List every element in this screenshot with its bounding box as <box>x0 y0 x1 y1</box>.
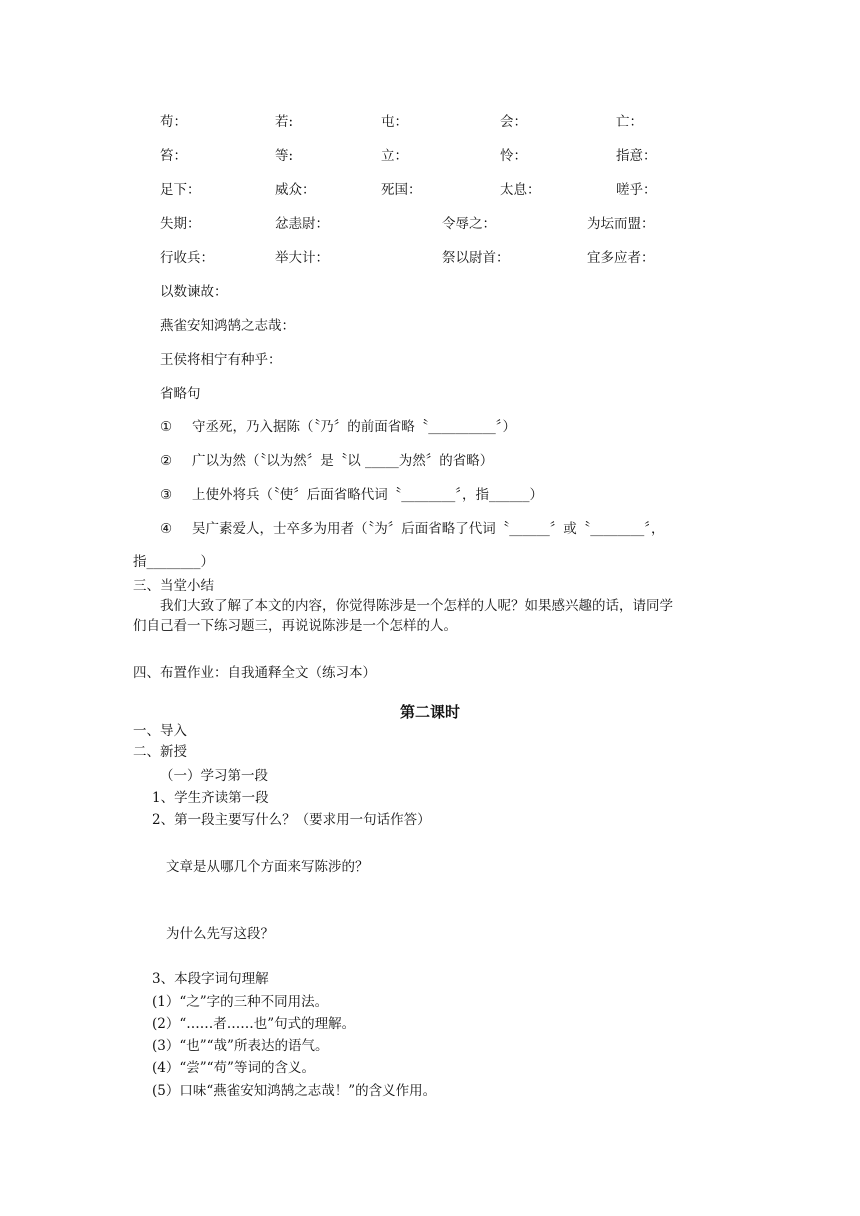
point-5: (5）口味“燕雀安知鸿鹄之志哉！”的含义作用。 <box>152 1083 437 1099</box>
point-4: (4）“尝”“苟”等词的含义。 <box>152 1060 315 1076</box>
lesson2-question-1: 文章是从哪几个方面来写陈涉的？ <box>166 859 369 875</box>
vocab-judaji: 举大计： <box>275 250 329 266</box>
omission-item-3-text: 上使外将兵（〝使〞后面省略代词〝________〞，指______） <box>192 487 543 503</box>
point-2: (2）“……者……也”句式的理解。 <box>152 1016 356 1032</box>
point-3: (3）“也”“哉”所表达的语气。 <box>152 1038 329 1054</box>
vocab-taixi: 太息： <box>500 182 541 198</box>
vocab-weizhong: 威众： <box>275 182 316 198</box>
omission-item-3-num: ③ <box>160 487 173 503</box>
vocab-wang: 亡： <box>616 114 643 130</box>
vocab-zuxia: 足下： <box>160 182 201 198</box>
omission-item-2-text: 广以为然（〝以为然〞是〝以 _____为然〞的省略） <box>192 453 494 469</box>
omission-item-4-num: ④ <box>160 521 173 537</box>
summary-line-1: 我们大致了解了本文的内容，你觉得陈涉是一个怎样的人呢？如果感兴趣的话，请同学 <box>160 598 673 614</box>
vocab-zhiyi: 指意： <box>616 148 657 164</box>
vocab-siguo: 死国： <box>381 182 422 198</box>
sentence-2: 燕雀安知鸿鹄之志哉： <box>160 318 295 334</box>
vocab-weitanermeng: 为坛而盟： <box>587 216 655 232</box>
sentence-1: 以数谏故： <box>160 284 228 300</box>
vocab-ruo: 若: <box>275 114 294 130</box>
vocab-xingshoubing: 行收兵： <box>160 250 214 266</box>
lesson2-step3: 3、本段字词句理解 <box>152 971 269 987</box>
lesson2-step1: 1、学生齐读第一段 <box>152 790 269 806</box>
lesson2-new: 二、新授 <box>133 744 187 760</box>
summary-heading: 三、当堂小结 <box>133 578 214 594</box>
vocab-yiduoyingzhe: 宜多应者： <box>587 250 655 266</box>
vocab-lian: 怜： <box>500 148 527 164</box>
homework: 四、布置作业：自我通释全文（练习本） <box>133 665 376 681</box>
summary-line-2: 们自己看一下练习题三，再说说陈涉是一个怎样的人。 <box>133 618 457 634</box>
omission-continuation: 指________） <box>133 554 214 570</box>
vocab-chi: 笞： <box>160 148 187 164</box>
lesson2-question-2: 为什么先写这段？ <box>166 926 274 942</box>
lesson2-intro: 一、导入 <box>133 723 187 739</box>
vocab-li: 立： <box>381 148 408 164</box>
vocab-lingruzhi: 令辱之： <box>442 216 496 232</box>
vocab-jiehu: 嗟乎： <box>616 182 657 198</box>
omission-item-4-text: 吴广素爱人，士卒多为用者（〝为〞后面省略了代词〝______〞或〝________〞， <box>192 521 665 537</box>
vocab-hui: 会： <box>500 114 527 130</box>
omission-item-1-num: ① <box>160 419 173 435</box>
point-1: (1）“之”字的三种不同用法。 <box>152 994 329 1010</box>
sentence-3: 王侯将相宁有种乎： <box>160 352 282 368</box>
omission-item-2-num: ② <box>160 453 173 469</box>
vocab-gou: 苟： <box>160 114 187 130</box>
lesson2-title: 第二课时 <box>399 703 460 721</box>
vocab-deng: 等: <box>275 148 294 164</box>
vocab-fenhuiwei: 忿恚尉： <box>275 216 329 232</box>
vocab-shiqi: 失期： <box>160 216 201 232</box>
vocab-tun: 屯： <box>381 114 408 130</box>
omission-item-1-text: 守丞死，乃入据陈（〝乃〞的前面省略〝__________〞） <box>192 419 516 435</box>
omission-heading: 省略句 <box>160 386 201 402</box>
lesson2-step2: 2、第一段主要写什么？（要求用一句话作答） <box>152 812 431 828</box>
vocab-jiyiweishou: 祭以尉首： <box>442 250 510 266</box>
lesson2-sub1: （一）学习第一段 <box>160 768 268 784</box>
